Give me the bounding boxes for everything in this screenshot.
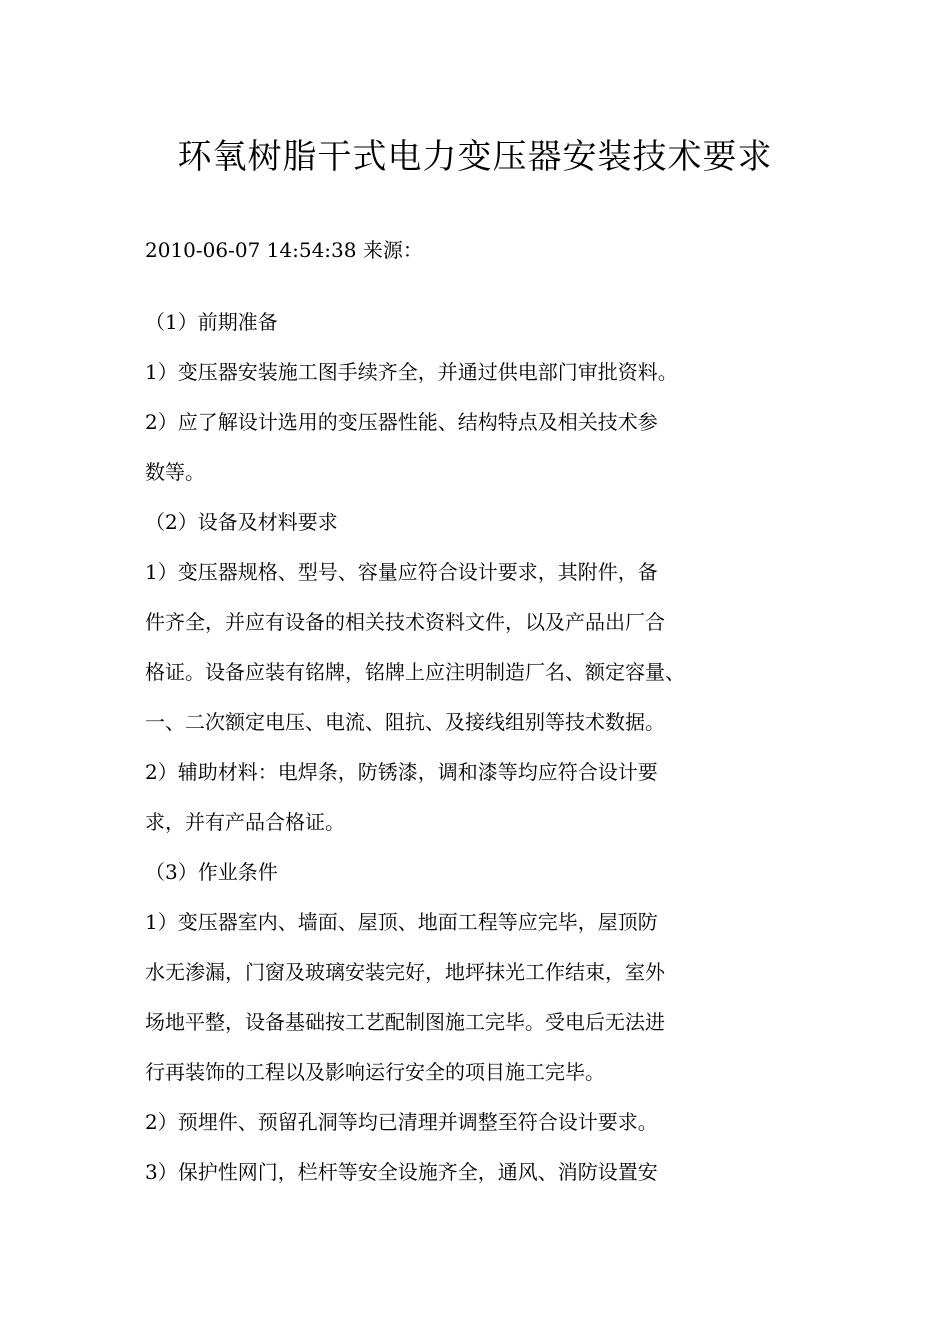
document-meta: 2010-06-07 14:54:38 来源： bbox=[145, 238, 423, 262]
body-line: （2）设备及材料要求 bbox=[145, 510, 338, 534]
body-line: 件齐全，并应有设备的相关技术资料文件，以及产品出厂合 bbox=[145, 610, 665, 634]
body-line: （1）前期准备 bbox=[145, 310, 278, 334]
body-line: 一、二次额定电压、电流、阻抗、及接线组别等技术数据。 bbox=[145, 710, 665, 734]
body-line: 数等。 bbox=[145, 460, 205, 484]
document-title: 环氧树脂干式电力变压器安装技术要求 bbox=[177, 137, 773, 177]
body-line: 2）辅助材料：电焊条，防锈漆，调和漆等均应符合设计要 bbox=[145, 760, 658, 784]
body-line: 2）应了解设计选用的变压器性能、结构特点及相关技术参 bbox=[145, 410, 658, 434]
body-line: 行再装饰的工程以及影响运行安全的项目施工完毕。 bbox=[145, 1060, 605, 1084]
body-line: 1）变压器安装施工图手续齐全，并通过供电部门审批资料。 bbox=[145, 360, 678, 384]
body-line: 水无渗漏，门窗及玻璃安装完好，地坪抹光工作结束，室外 bbox=[145, 960, 665, 984]
document-body bbox=[145, 302, 725, 1202]
body-line: 场地平整，设备基础按工艺配制图施工完毕。受电后无法进 bbox=[145, 1010, 665, 1034]
body-line: 求，并有产品合格证。 bbox=[145, 810, 345, 834]
body-line: 格证。设备应装有铭牌，铭牌上应注明制造厂名、额定容量、 bbox=[145, 660, 685, 684]
body-line: （3）作业条件 bbox=[145, 860, 278, 884]
body-line: 3）保护性网门，栏杆等安全设施齐全，通风、消防设置安 bbox=[145, 1160, 658, 1184]
body-line: 1）变压器规格、型号、容量应符合设计要求，其附件，备 bbox=[145, 560, 658, 584]
body-line: 2）预埋件、预留孔洞等均已清理并调整至符合设计要求。 bbox=[145, 1110, 658, 1134]
body-line: 1）变压器室内、墙面、屋顶、地面工程等应完毕，屋顶防 bbox=[145, 910, 658, 934]
